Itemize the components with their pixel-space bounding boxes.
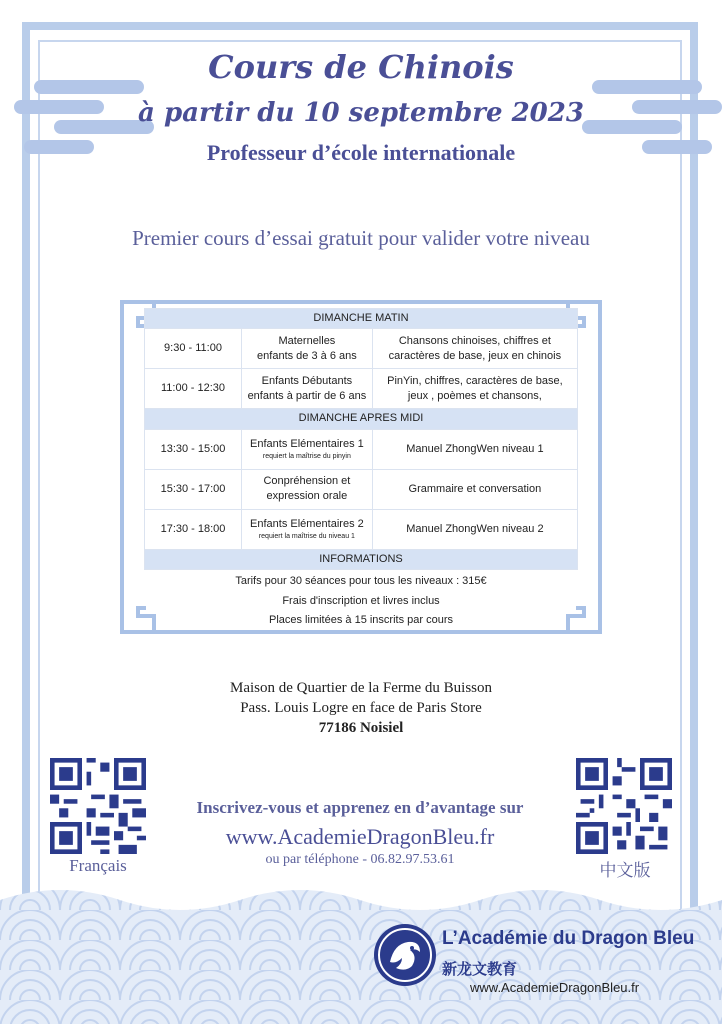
class-cell (242, 369, 373, 409)
time-cell: 13:30 - 15:00 (145, 429, 242, 469)
schedule-table-wrap (144, 308, 578, 630)
class-cell: Conpréhension et expression orale (242, 469, 373, 509)
content-cell: Manuel ZhongWen niveau 2 (372, 509, 577, 549)
dragon-logo-icon (372, 922, 438, 988)
waves-decoration (0, 880, 722, 1024)
class-cell (242, 329, 373, 369)
address-line: Pass. Louis Logre en face de Paris Store (240, 700, 482, 716)
address-line: Maison de Quartier de la Ferme du Buisson (229, 680, 493, 696)
section-header-morning: DIMANCHE MATIN (145, 309, 578, 329)
brand-name-cn: 新龙文教育 (442, 960, 518, 978)
class-cell (242, 429, 373, 469)
info-line: Frais d'inscription et livres inclus (282, 594, 440, 607)
content-cell: PinYin, chiffres, caractères de base, jeux , poèmes et chansons, (372, 369, 577, 409)
address-block (0, 678, 722, 738)
table-row (145, 469, 578, 509)
class-name: Enfants Elémentaires 1 (250, 437, 364, 450)
page-title: Cours de Chinois (208, 48, 514, 86)
signup-block (150, 798, 570, 868)
info-line: Tarifs pour 30 séances pour tous les niveaux : 315€ (235, 575, 487, 588)
start-date: à partir du 10 septembre 2023 (138, 98, 584, 128)
table-row (145, 369, 578, 409)
class-note: requiert la maîtrise du pinyin (262, 453, 351, 461)
class-name: Maternelles (278, 334, 336, 347)
class-name: Enfants Elémentaires 2 (250, 517, 364, 530)
brand-name: L’Académie du Dragon Bleu (442, 928, 695, 949)
qr-right-label: 中文版 (599, 861, 651, 881)
qr-code-left-icon[interactable] (50, 758, 146, 854)
qr-left-label: Français (69, 856, 127, 875)
time-cell: 11:00 - 12:30 (145, 369, 242, 409)
content-cell: Grammaire et conversation (372, 469, 577, 509)
postal-city: 77186 Noisiel (318, 720, 404, 736)
class-sub: enfants à partir de 6 ans (247, 389, 367, 402)
table-row (145, 429, 578, 469)
schedule-table (144, 308, 578, 630)
qr-code-right-icon[interactable] (576, 758, 672, 854)
time-cell: 9:30 - 11:00 (145, 329, 242, 369)
class-note: requiert la maîtrise du niveau 1 (258, 533, 355, 541)
table-row (145, 509, 578, 549)
teacher-line: Professeur d’école internationale (206, 140, 516, 165)
tagline: Premier cours d’essai gratuit pour valider votre niveau (132, 226, 590, 250)
address-city (0, 718, 722, 738)
class-name: Enfants Débutants (261, 374, 353, 387)
content-cell: Manuel ZhongWen niveau 1 (372, 429, 577, 469)
time-cell: 17:30 - 18:00 (145, 509, 242, 549)
website-link[interactable]: www.AcademieDragonBleu.fr (225, 824, 495, 849)
schedule-box (120, 300, 602, 634)
table-row (145, 329, 578, 369)
class-cell (242, 509, 373, 549)
brand-url[interactable]: www.AcademieDragonBleu.fr (470, 980, 640, 995)
content-cell: Chansons chinoises, chiffres et caractères de base, jeux en chinois (372, 329, 577, 369)
section-header-info: INFORMATIONS (145, 549, 578, 569)
time-cell: 15:30 - 17:00 (145, 469, 242, 509)
phone-line: ou par téléphone - 06.82.97.53.61 (265, 852, 455, 867)
signup-text: Inscrivez-vous et apprenez en d’avantage sur (196, 798, 524, 817)
info-line: Places limitées à 15 inscrits par cours (268, 613, 453, 626)
class-sub: enfants de 3 à 6 ans (257, 349, 357, 362)
section-header-afternoon: DIMANCHE APRES MIDI (145, 409, 578, 429)
